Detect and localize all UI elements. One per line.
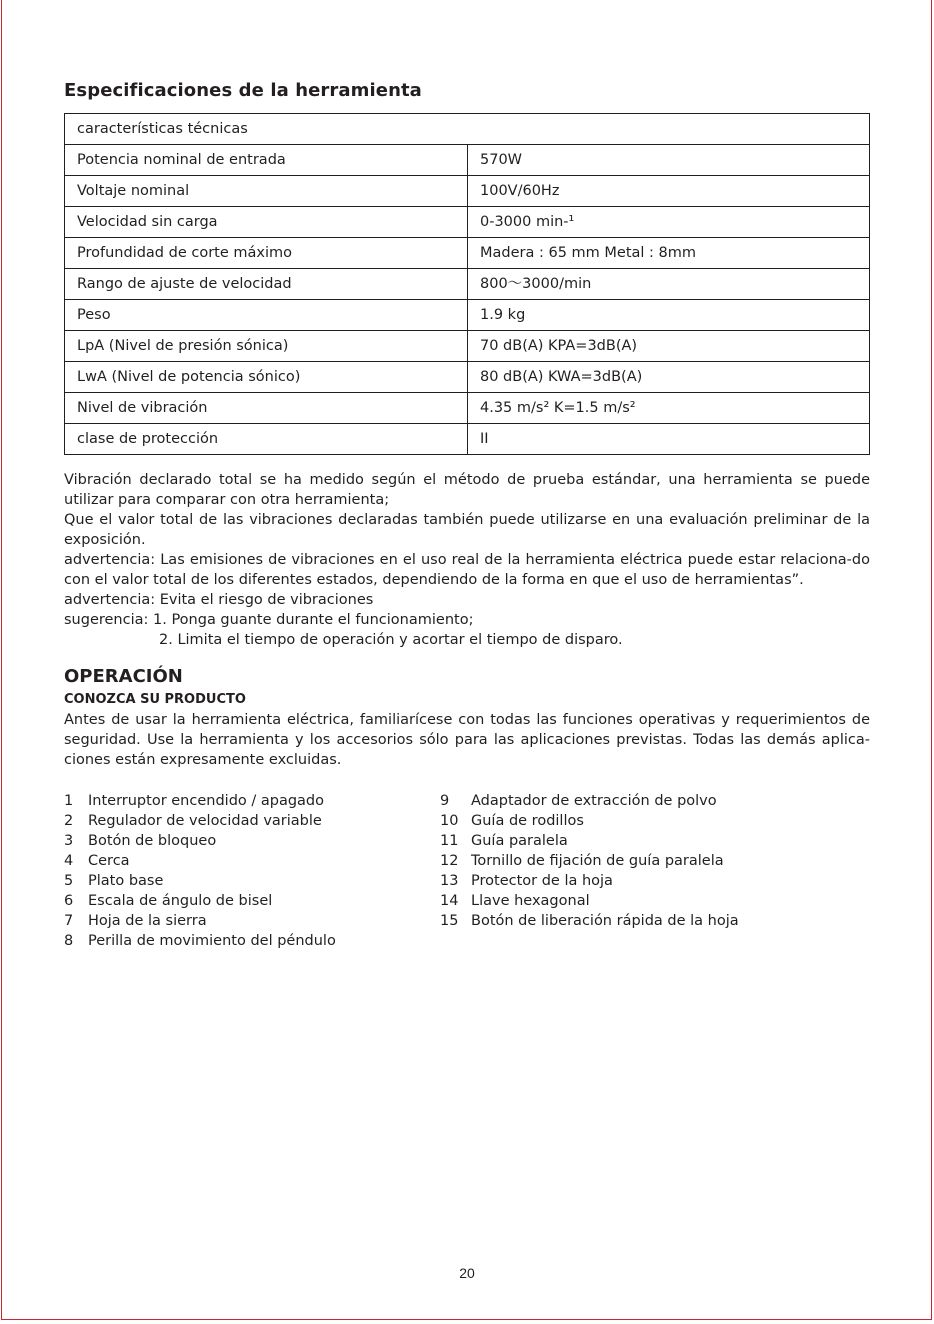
spec-header: características técnicas: [65, 114, 870, 145]
part-label: Regulador de velocidad variable: [88, 813, 322, 829]
part-label: Guía de rodillos: [471, 813, 584, 829]
page-number: 20: [459, 1265, 475, 1281]
warning-paragraph: advertencia: Evita el riesgo de vibraciones: [64, 592, 374, 608]
list-item: [440, 891, 739, 911]
list-item: [440, 871, 739, 891]
part-label: Escala de ángulo de bisel: [88, 893, 273, 909]
spec-title: Especificaciones de la herramienta: [64, 80, 422, 101]
table-row: [65, 424, 870, 455]
part-number: 4: [64, 853, 74, 869]
part-number: 1: [64, 793, 74, 809]
list-item: [440, 831, 739, 851]
operation-subtitle: CONOZCA SU PRODUCTO: [64, 692, 246, 707]
table-row: [65, 207, 870, 238]
part-number: 9: [440, 793, 450, 809]
suggestion-paragraph: 2. Limita el tiempo de operación y acortar el tiempo de disparo.: [159, 632, 623, 648]
part-number: 8: [64, 933, 74, 949]
list-item: [440, 911, 739, 931]
vibration-notes: [64, 470, 870, 650]
list-item: [64, 911, 336, 931]
list-item: [64, 831, 336, 851]
part-label: Protector de la hoja: [471, 873, 613, 889]
table-row: [65, 300, 870, 331]
spec-label: Profundidad de corte máximo: [65, 238, 468, 269]
spec-label: Nivel de vibración: [65, 393, 468, 424]
table-row: [65, 238, 870, 269]
spec-table: [64, 113, 870, 455]
spec-value: 100V/60Hz: [468, 176, 870, 207]
part-label: Botón de bloqueo: [88, 833, 217, 849]
spec-label: Potencia nominal de entrada: [65, 145, 468, 176]
part-label: Adaptador de extracción de polvo: [471, 793, 717, 809]
part-label: Llave hexagonal: [471, 893, 590, 909]
spec-value: 570W: [468, 145, 870, 176]
parts-list-left: [64, 791, 336, 951]
list-item: [440, 791, 739, 811]
spec-label: LpA (Nivel de presión sónica): [65, 331, 468, 362]
list-item: [64, 851, 336, 871]
part-label: Cerca: [88, 853, 130, 869]
spec-label: clase de protección: [65, 424, 468, 455]
spec-value: 70 dB(A) KPA=3dB(A): [468, 331, 870, 362]
spec-value: 0-3000 min-¹: [468, 207, 870, 238]
spec-value: II: [468, 424, 870, 455]
table-row: [65, 393, 870, 424]
list-item: [64, 811, 336, 831]
part-number: 5: [64, 873, 74, 889]
warning-paragraph: advertencia: Las emisiones de vibraciones en el uso real de la herramienta eléctrica puede estar relaciona-do con el valor total de los diferentes estados, dependiendo de la forma en que el uso de herramientas”.: [64, 552, 870, 588]
spec-value: 80 dB(A) KWA=3dB(A): [468, 362, 870, 393]
part-label: Botón de liberación rápida de la hoja: [471, 913, 739, 929]
part-label: Perilla de movimiento del péndulo: [88, 933, 336, 949]
part-number: 3: [64, 833, 74, 849]
spec-value: 800～3000/min: [468, 269, 870, 300]
part-number: 7: [64, 913, 74, 929]
suggestion-paragraph: sugerencia: 1. Ponga guante durante el funcionamiento;: [64, 612, 474, 628]
spec-value: 1.9 kg: [468, 300, 870, 331]
spec-value: Madera : 65 mm Metal : 8mm: [468, 238, 870, 269]
spec-header-row: [65, 114, 870, 145]
table-row: [65, 269, 870, 300]
list-item: [64, 931, 336, 951]
part-label: Guía paralela: [471, 833, 568, 849]
part-number: 10: [440, 813, 459, 829]
part-label: Tornillo de fijación de guía paralela: [471, 853, 724, 869]
part-label: Interruptor encendido / apagado: [88, 793, 325, 809]
vibration-paragraph: Que el valor total de las vibraciones declaradas también puede utilizarse en una evaluación preliminar de la exposición.: [64, 512, 870, 548]
operation-intro: Antes de usar la herramienta eléctrica, familiarícese con todas las funciones operativas y requerimientos de seguridad. Use la herramienta y los accesorios sólo para las aplicaciones previstas. Todas las demás aplica-ciones están expresamente excluidas.: [64, 712, 870, 768]
spec-label: Velocidad sin carga: [65, 207, 468, 238]
part-number: 2: [64, 813, 74, 829]
part-number: 13: [440, 873, 459, 889]
part-number: 14: [440, 893, 459, 909]
spec-label: Rango de ajuste de velocidad: [65, 269, 468, 300]
list-item: [64, 791, 336, 811]
table-row: [65, 331, 870, 362]
part-number: 15: [440, 913, 459, 929]
list-item: [440, 811, 739, 831]
part-number: 12: [440, 853, 459, 869]
table-row: [65, 176, 870, 207]
vibration-paragraph: Vibración declarado total se ha medido según el método de prueba estándar, una herramienta se puede utilizar para comparar con otra herramienta;: [64, 472, 870, 508]
list-item: [64, 891, 336, 911]
list-item: [440, 851, 739, 871]
spec-label: LwA (Nivel de potencia sónico): [65, 362, 468, 393]
part-number: 11: [440, 833, 459, 849]
operation-title: OPERACIÓN: [64, 666, 183, 687]
spec-label: Peso: [65, 300, 468, 331]
parts-list-right: [440, 791, 739, 931]
table-row: [65, 145, 870, 176]
spec-label: Voltaje nominal: [65, 176, 468, 207]
table-row: [65, 362, 870, 393]
part-label: Hoja de la sierra: [88, 913, 207, 929]
spec-value: 4.35 m/s² K=1.5 m/s²: [468, 393, 870, 424]
list-item: [64, 871, 336, 891]
part-label: Plato base: [88, 873, 164, 889]
part-number: 6: [64, 893, 74, 909]
